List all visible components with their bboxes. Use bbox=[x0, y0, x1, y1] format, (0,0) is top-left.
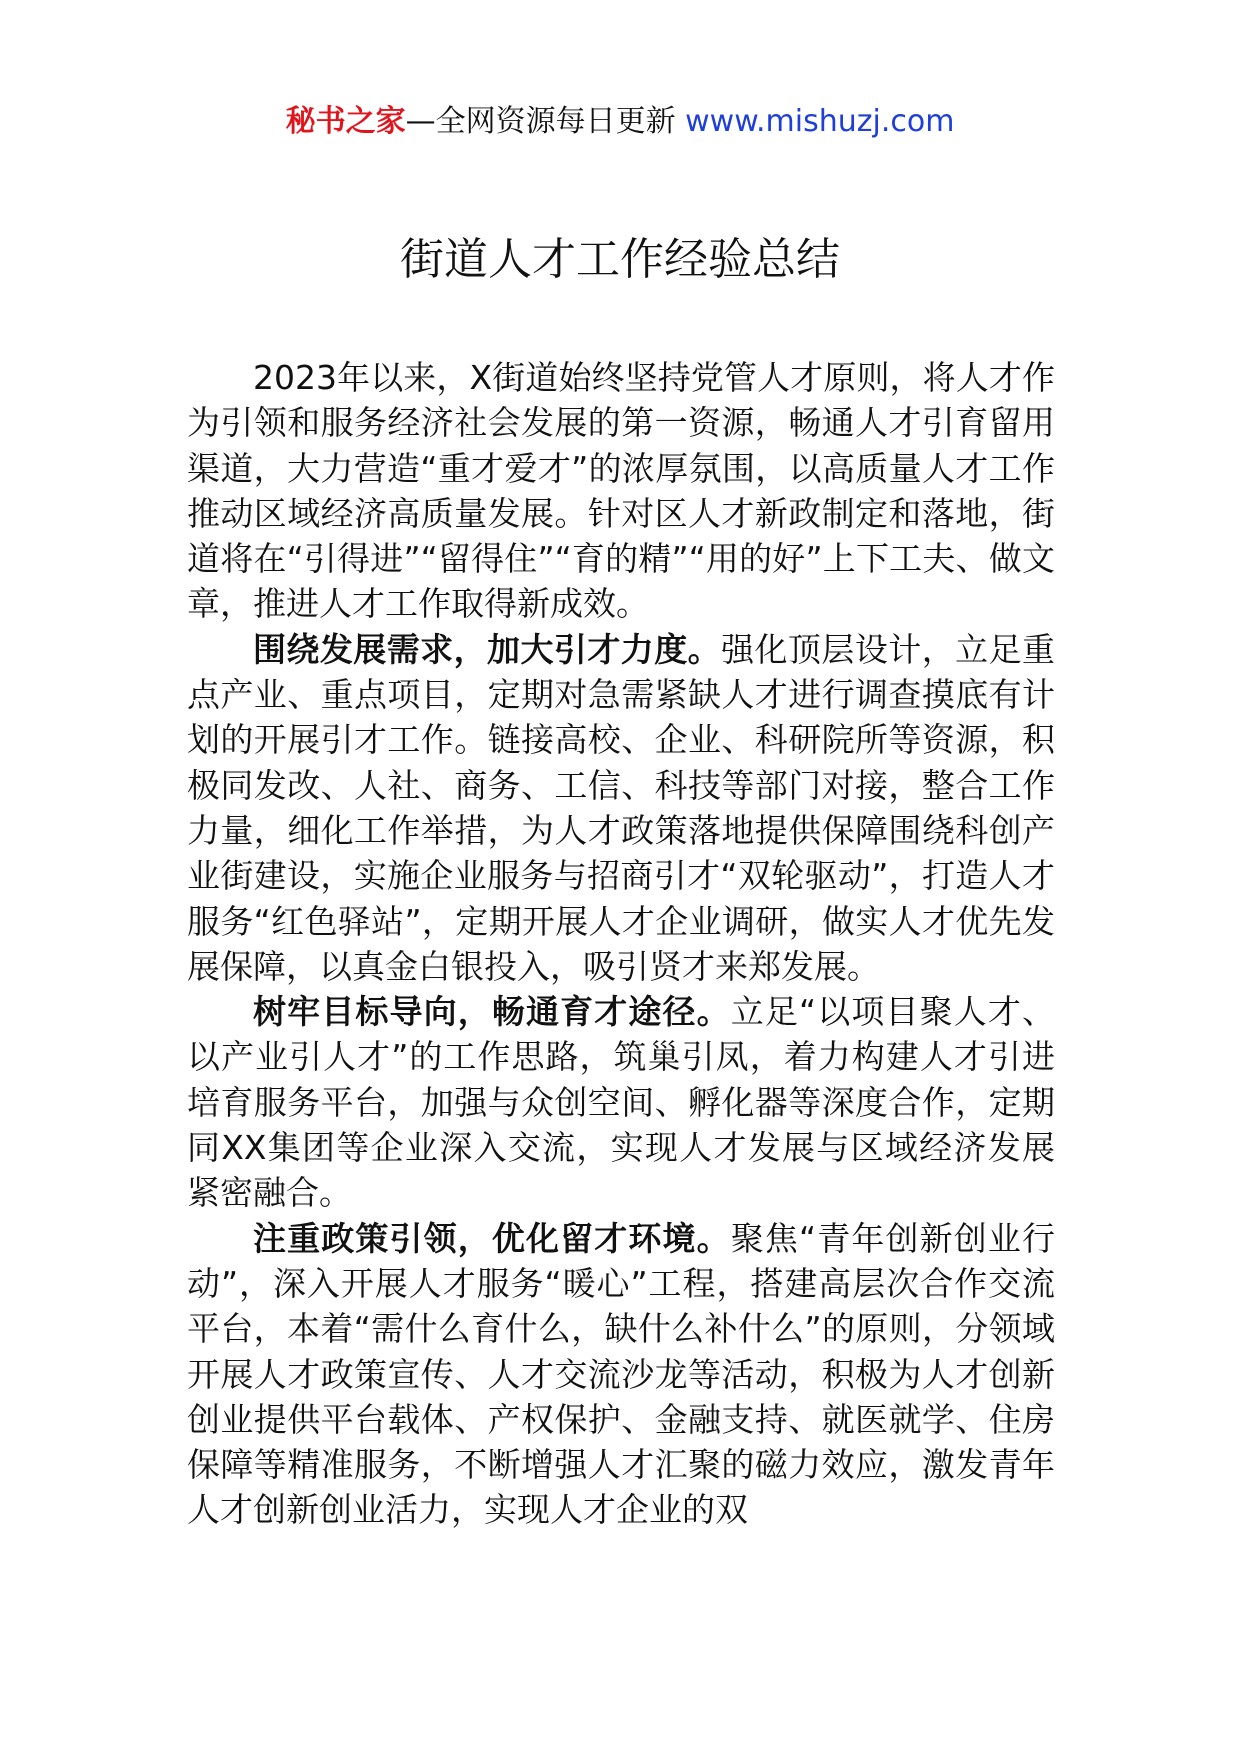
paragraph-text: 立足“以项目聚人才、以产业引人才”的工作思路，筑巢引凤，着力构建人才引进培育服务平台，加强与众创空间、孵化器等深度合作，定期同XX集团等企业深入交流，实现人才发展与区域经济发展紧密融合。 bbox=[187, 992, 1055, 1213]
paragraph-lead: 注重政策引领，优化留才环境。 bbox=[253, 1218, 731, 1258]
section-paragraph-cultivate bbox=[187, 989, 1055, 1215]
site-url-link[interactable]: www.mishuzj.com bbox=[685, 104, 955, 139]
document-title: 街道人才工作经验总结 bbox=[400, 234, 840, 285]
site-tagline: —全网资源每日更新 bbox=[405, 104, 676, 139]
intro-paragraph bbox=[187, 355, 1055, 627]
site-header-banner bbox=[0, 100, 1240, 144]
paragraph-text: 聚焦“青年创新创业行动”，深入开展人才服务“暖心”工程，搭建高层次合作交流平台，本着“需什么育什么，缺什么补什么”的原则，分领域开展人才政策宣传、人才交流沙龙等活动，积极为人才创新创业提供平台载体、产权保护、金融支持、就医就学、住房保障等精准服务，不断增强人才汇聚的磁力效应，激发青年人才创新创业活力，实现人才企业的双 bbox=[187, 1218, 1055, 1530]
paragraph-text: 2023年以来，X街道始终坚持党管人才原则，将人才作为引领和服务经济社会发展的第一资源，畅通人才引育留用渠道，大力营造“重才爱才”的浓厚氛围，以高质量人才工作推动区域经济高质量发展。针对区人才新政制定和落地，街道将在“引得进”“留得住”“育的精”“用的好”上下工夫、做文章，推进人才工作取得新成效。 bbox=[187, 358, 1055, 624]
paragraph-text: 强化顶层设计，立足重点产业、重点项目，定期对急需紧缺人才进行调查摸底有计划的开展引才工作。链接高校、企业、科研院所等资源，积极同发改、人社、商务、工信、科技等部门对接，整合工作力量，细化工作举措，为人才政策落地提供保障围绕科创产业街建设，实施企业服务与招商引才“双轮驱动”，打造人才服务“红色驿站”，定期开展人才企业调研，做实人才优先发展保障，以真金白银投入，吸引贤才来郑发展。 bbox=[187, 629, 1056, 986]
document-body bbox=[187, 355, 1055, 1533]
paragraph-lead: 围绕发展需求，加大引才力度。 bbox=[253, 629, 722, 669]
section-paragraph-attract bbox=[187, 627, 1055, 989]
section-paragraph-retain bbox=[187, 1216, 1055, 1533]
paragraph-lead: 树牢目标导向，畅通育才途径。 bbox=[253, 992, 731, 1032]
site-brand-name: 秘书之家 bbox=[285, 104, 406, 139]
